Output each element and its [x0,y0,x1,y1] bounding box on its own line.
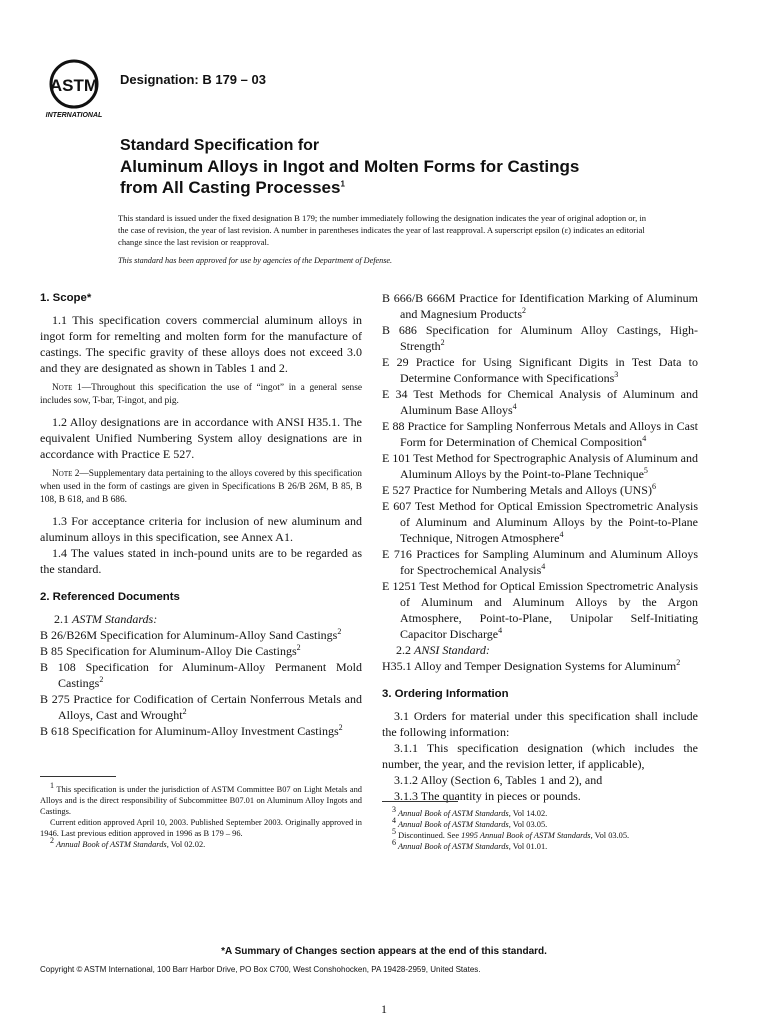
ref-sup: 2 [522,306,526,315]
astm-logo [44,58,110,120]
para-1-4: 1.4 The values stated in inch-pound units are to be regarded as the standard. [40,546,362,576]
ref-sup: 2 [440,338,445,347]
ref-text: E 29 Practice for Using Significant Digits in Test Data to Determine Conformance with Specifications [382,355,698,385]
para-3-1: 3.1 Orders for material under this specification shall include the following information: [382,709,698,739]
footnotes-left [40,781,362,850]
ref-sup: 2 [337,627,342,636]
left-column [40,290,362,739]
ref-text: B 666/B 666M Practice for Identification Marking of Aluminum and Magnesium Products [382,291,698,321]
title-line-1: Standard Specification for [120,137,320,154]
ref-e88 [382,418,698,450]
ref-b618 [40,723,362,739]
astm-sub-number: 2.1 [54,612,72,626]
ref-sup: 4 [541,562,546,571]
fn-mark: 1 [50,781,54,791]
fn-mark: 5 [392,827,396,837]
ref-e527 [382,482,698,498]
ref-sup: 5 [643,466,648,475]
para-3-1-1: 3.1.1 This specification designation (which includes the number, the year, and the revision letter, if applicable), [382,741,698,771]
footnote-2 [40,836,362,850]
ref-sup: 4 [512,402,517,411]
ref-e101 [382,450,698,482]
ansi-sub-number: 2.2 [396,643,414,657]
para-1-2: 1.2 Alloy designations are in accordance with ANSI H35.1. The equivalent Unified Numbering System alloy designations are in accordance with Practice E 527. [40,415,362,461]
ref-sup: 4 [559,530,564,539]
ref-text: E 607 Test Method for Optical Emission Spectrometric Analysis of Aluminum and Aluminum Alloys by the Point-to-Plane Technique, Nitrogen Atmosphere [382,499,698,545]
logo-subtext: INTERNATIONAL [45,112,103,119]
fn-mark: 6 [392,838,396,848]
ref-text: B 108 Specification for Aluminum-Alloy Permanent Mold Castings [40,660,362,690]
ref-sup: 6 [651,482,656,491]
para-3-1-3: 3.1.3 The quantity in pieces or pounds. [394,789,581,803]
fn-text-italic: Annual Book of ASTM Standards [396,842,509,851]
fn-text: , Vol 02.02. [166,840,206,849]
ref-text: H35.1 Alloy and Temper Designation Systems for Aluminum [382,659,677,673]
footnote-4 [382,816,698,830]
ref-text: B 686 Specification for Aluminum Alloy Castings, High-Strength [382,323,698,353]
footnote-3 [382,805,698,819]
ref-text: B 275 Practice for Codification of Certain Nonferrous Metals and Alloys, Cast and Wrought [40,692,362,722]
fn-text-italic: 1995 Annual Book of ASTM Standards [461,831,591,840]
ref-text: B 85 Specification for Aluminum-Alloy Die Castings [40,644,297,658]
fn-text: Discontinued. See [396,831,462,840]
ref-b666 [382,290,698,322]
title-line-3-text: from All Casting Processes [120,178,341,197]
fn-mark: 4 [392,816,396,826]
title-footnote-mark: 1 [340,179,345,189]
summary-of-changes-note: *A Summary of Changes section appears at the end of this standard. [221,946,547,957]
ref-sup: 4 [498,626,503,635]
para-1-3: 1.3 For acceptance criteria for inclusion of new aluminum and aluminum alloys in this specification, see Annex A1. [40,514,362,544]
footnote-1 [40,781,362,817]
ref-e29 [382,354,698,386]
note-1-text: 1—Throughout this specification the use of “ingot” in a general sense includes sow, T-bar, T-ingot, and pig. [40,383,362,406]
ref-e716 [382,546,698,578]
fn-text: , Vol 03.05. [590,831,630,840]
footnote-rule-left [40,776,116,777]
ref-sup: 2 [676,658,681,667]
ref-b26 [40,627,362,643]
ref-sup: 2 [99,675,104,684]
title-line-3 [120,177,640,198]
ref-text: E 88 Practice for Sampling Nonferrous Metals and Alloys in Cast Form for Determination of Chemical Composition [382,419,698,449]
right-column [382,290,698,804]
ref-b85 [40,643,362,659]
ref-sup: 4 [642,434,647,443]
fn-text: This specification is under the jurisdiction of ASTM Committee B07 on Light Metals and Alloys and is the direct responsibility of Subcommittee B07.01 on Aluminum Alloy Ingots and Castings. [40,785,362,816]
ref-text: E 1251 Test Method for Optical Emission Spectrometric Analysis of Aluminum and Aluminum Alloys by the Argon Atmosphere, Point-to-Plane, Unipolar Self-Initiating Capacitor Discharge [382,579,698,641]
ordering-heading: 3. Ordering Information [382,688,509,700]
ref-b108 [40,659,362,691]
ref-text: E 716 Practices for Sampling Aluminum and Aluminum Alloys for Spectrochemical Analysis [382,547,698,577]
fn-text: , Vol 01.01. [508,842,548,851]
designation: Designation: B 179 – 03 [120,72,266,87]
para-1-1: 1.1 This specification covers commercial aluminum alloys in ingot form for remelting and molten form for the manufacture of castings. The specific gravity of these alloys does not exceed 3.0 and they are designated as shown in Tables 1 and 2. [40,313,362,375]
para-3-1-2: 3.1.2 Alloy (Section 6, Tables 1 and 2), and [394,773,603,787]
note-1 [40,382,362,408]
copyright-line: Copyright © ASTM International, 100 Barr Harbor Drive, PO Box C700, West Conshohocken, PA 19428-2959, United States. [40,965,481,974]
fn-text-italic: Annual Book of ASTM Standards [54,840,167,849]
ref-sup: 2 [338,723,343,732]
note-2-label: Note [52,469,73,479]
page-number: 1 [381,1002,387,1016]
scope-heading: 1. Scope* [40,292,92,304]
fn-mark: 3 [392,805,396,815]
ref-text: B 26/B26M Specification for Aluminum-Alloy Sand Castings [40,628,338,642]
referenced-documents-heading: 2. Referenced Documents [40,591,180,603]
note-2-text: 2—Supplementary data pertaining to the alloys covered by this specification when used in the form of castings are given in Specifications B 26/B 26M, B 85, B 108, B 618, and B 686. [40,469,362,505]
ref-e34 [382,386,698,418]
fn-text-italic: Annual Book of ASTM Standards [396,809,509,818]
issuance-statement: This standard is issued under the fixed designation B 179; the number immediately following the designation indicates the year of original adoption or, in the case of revision, the year of last revision. A number in parentheses indicates the year of last reapproval. A superscript epsilon (ε) indicates an editorial change since the last revision or reapproval. [118,213,647,247]
astm-sub-title: ASTM Standards: [72,612,158,626]
fn-text: , Vol 14.02. [508,809,548,818]
fn-text: , Vol 03.05. [508,820,548,829]
ref-text: E 34 Test Methods for Chemical Analysis of Aluminum and Aluminum Base Alloys [382,387,698,417]
fn-text-italic: Annual Book of ASTM Standards [396,820,509,829]
footnote-6 [382,838,698,852]
ref-e607 [382,498,698,546]
dod-approval-note: This standard has been approved for use by agencies of the Department of Defense. [118,256,393,265]
note-2 [40,468,362,507]
ref-sup: 3 [614,370,619,379]
ansi-standard-subheading [382,642,698,658]
document-title [120,136,640,198]
title-line-2: Aluminum Alloys in Ingot and Molten Forms for Castings [120,157,580,176]
ref-text: B 618 Specification for Aluminum-Alloy Investment Castings [40,724,339,738]
logo-text: ASTM [49,76,99,95]
ref-h35-1 [382,658,698,674]
ansi-sub-title: ANSI Standard: [414,643,490,657]
fn-mark: 2 [50,836,54,846]
ref-b686 [382,322,698,354]
ref-sup: 2 [296,643,301,652]
footnote-rule-right [382,801,458,802]
footnotes-right [382,805,698,852]
note-1-label: Note [52,383,73,393]
footnote-5 [382,827,698,841]
ref-b275 [40,691,362,723]
ref-text: E 101 Test Method for Spectrographic Analysis of Aluminum and Aluminum Alloys by the Point-to-Plane Technique [382,451,698,481]
ref-e1251 [382,578,698,642]
astm-standards-subheading [40,611,362,627]
footnote-1b: Current edition approved April 10, 2003. Published September 2003. Originally approved in 1946. Last previous edition approved in 1996 as B 179 – 96. [40,818,362,838]
ref-text: E 527 Practice for Numbering Metals and Alloys (UNS) [382,483,652,497]
ref-sup: 2 [182,707,187,716]
